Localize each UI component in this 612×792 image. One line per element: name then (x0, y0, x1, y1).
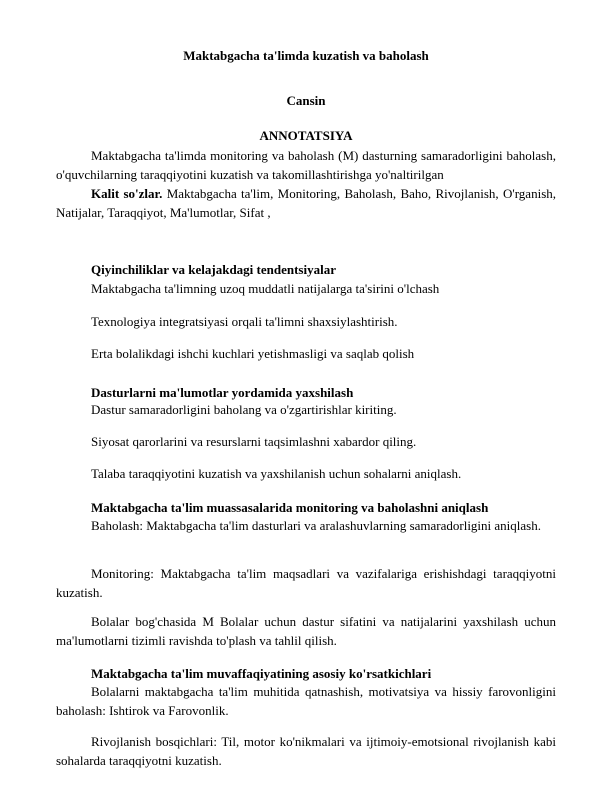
list-item: Bolalar bog'chasida M Bolalar uchun dastur sifatini va natijalarini yaxshilash uchun ma'lumotlarni tizimli ravishda to'plash va tahlil qilish. (56, 614, 556, 648)
list-item: Bolalarni maktabgacha ta'lim muhitida qatnashish, motivatsiya va hissiy farovonligini baholash: Ishtirok va Farovonlik. (56, 684, 556, 718)
list-item: Baholash: Maktabgacha ta'lim dasturlari va aralashuvlarning samaradorligini aniqlash. (91, 518, 541, 533)
document-author: Cansin (286, 93, 326, 108)
document-title: Maktabgacha ta'limda kuzatish va baholash (183, 48, 429, 63)
keywords-text: Maktabgacha ta'lim, Monitoring, Baholash, Baho, Rivojlanish, O'rganish, Natijalar, Taraqqiyot, Ma'lumotlar, Sifat , (56, 186, 556, 220)
list-item: Texnologiya integratsiyasi orqali ta'limni shaxsiylashtirish. (91, 314, 398, 329)
list-item: Talaba taraqqiyotini kuzatish va yaxshilanish uchun sohalarni aniqlash. (91, 466, 462, 481)
section-heading-monitoring-definition: Maktabgacha ta'lim muassasalarida monitoring va baholashni aniqlash (91, 500, 489, 515)
section-heading-key-indicators: Maktabgacha ta'lim muvaffaqiyatining asosiy ko'rsatkichlari (91, 666, 432, 681)
keywords-label: Kalit so'zlar. (91, 186, 163, 201)
list-item: Maktabgacha ta'limning uzoq muddatli natijalarga ta'sirini o'lchash (91, 281, 440, 296)
list-item: Monitoring: Maktabgacha ta'lim maqsadlari va vazifalariga erishishdagi taraqqiyotni kuzatish. (56, 566, 556, 600)
section-heading-data-improvement: Dasturlarni ma'lumotlar yordamida yaxshilash (91, 385, 354, 400)
abstract-heading: ANNOTATSIYA (259, 128, 353, 143)
list-item: Rivojlanish bosqichlari: Til, motor ko'nikmalari va ijtimoiy-emotsional rivojlanish kabi sohalarda taraqqiyotni kuzatish. (56, 734, 556, 768)
list-item: Siyosat qarorlarini va resurslarni taqsimlashni xabardor qiling. (91, 434, 417, 449)
list-item: Dastur samaradorligini baholang va o'zgartirishlar kiriting. (91, 402, 397, 417)
section-heading-challenges: Qiyinchiliklar va kelajakdagi tendentsiyalar (91, 262, 336, 277)
abstract-text: Maktabgacha ta'limda monitoring va baholash (M) dasturning samaradorligini baholash, o'quvchilarning taraqqiyotini kuzatish va takomillashtirishga yo'naltirilgan (56, 148, 556, 182)
keywords-paragraph (56, 184, 556, 222)
list-item: Erta bolalikdagi ishchi kuchlari yetishmasligi va saqlab qolish (91, 346, 415, 361)
